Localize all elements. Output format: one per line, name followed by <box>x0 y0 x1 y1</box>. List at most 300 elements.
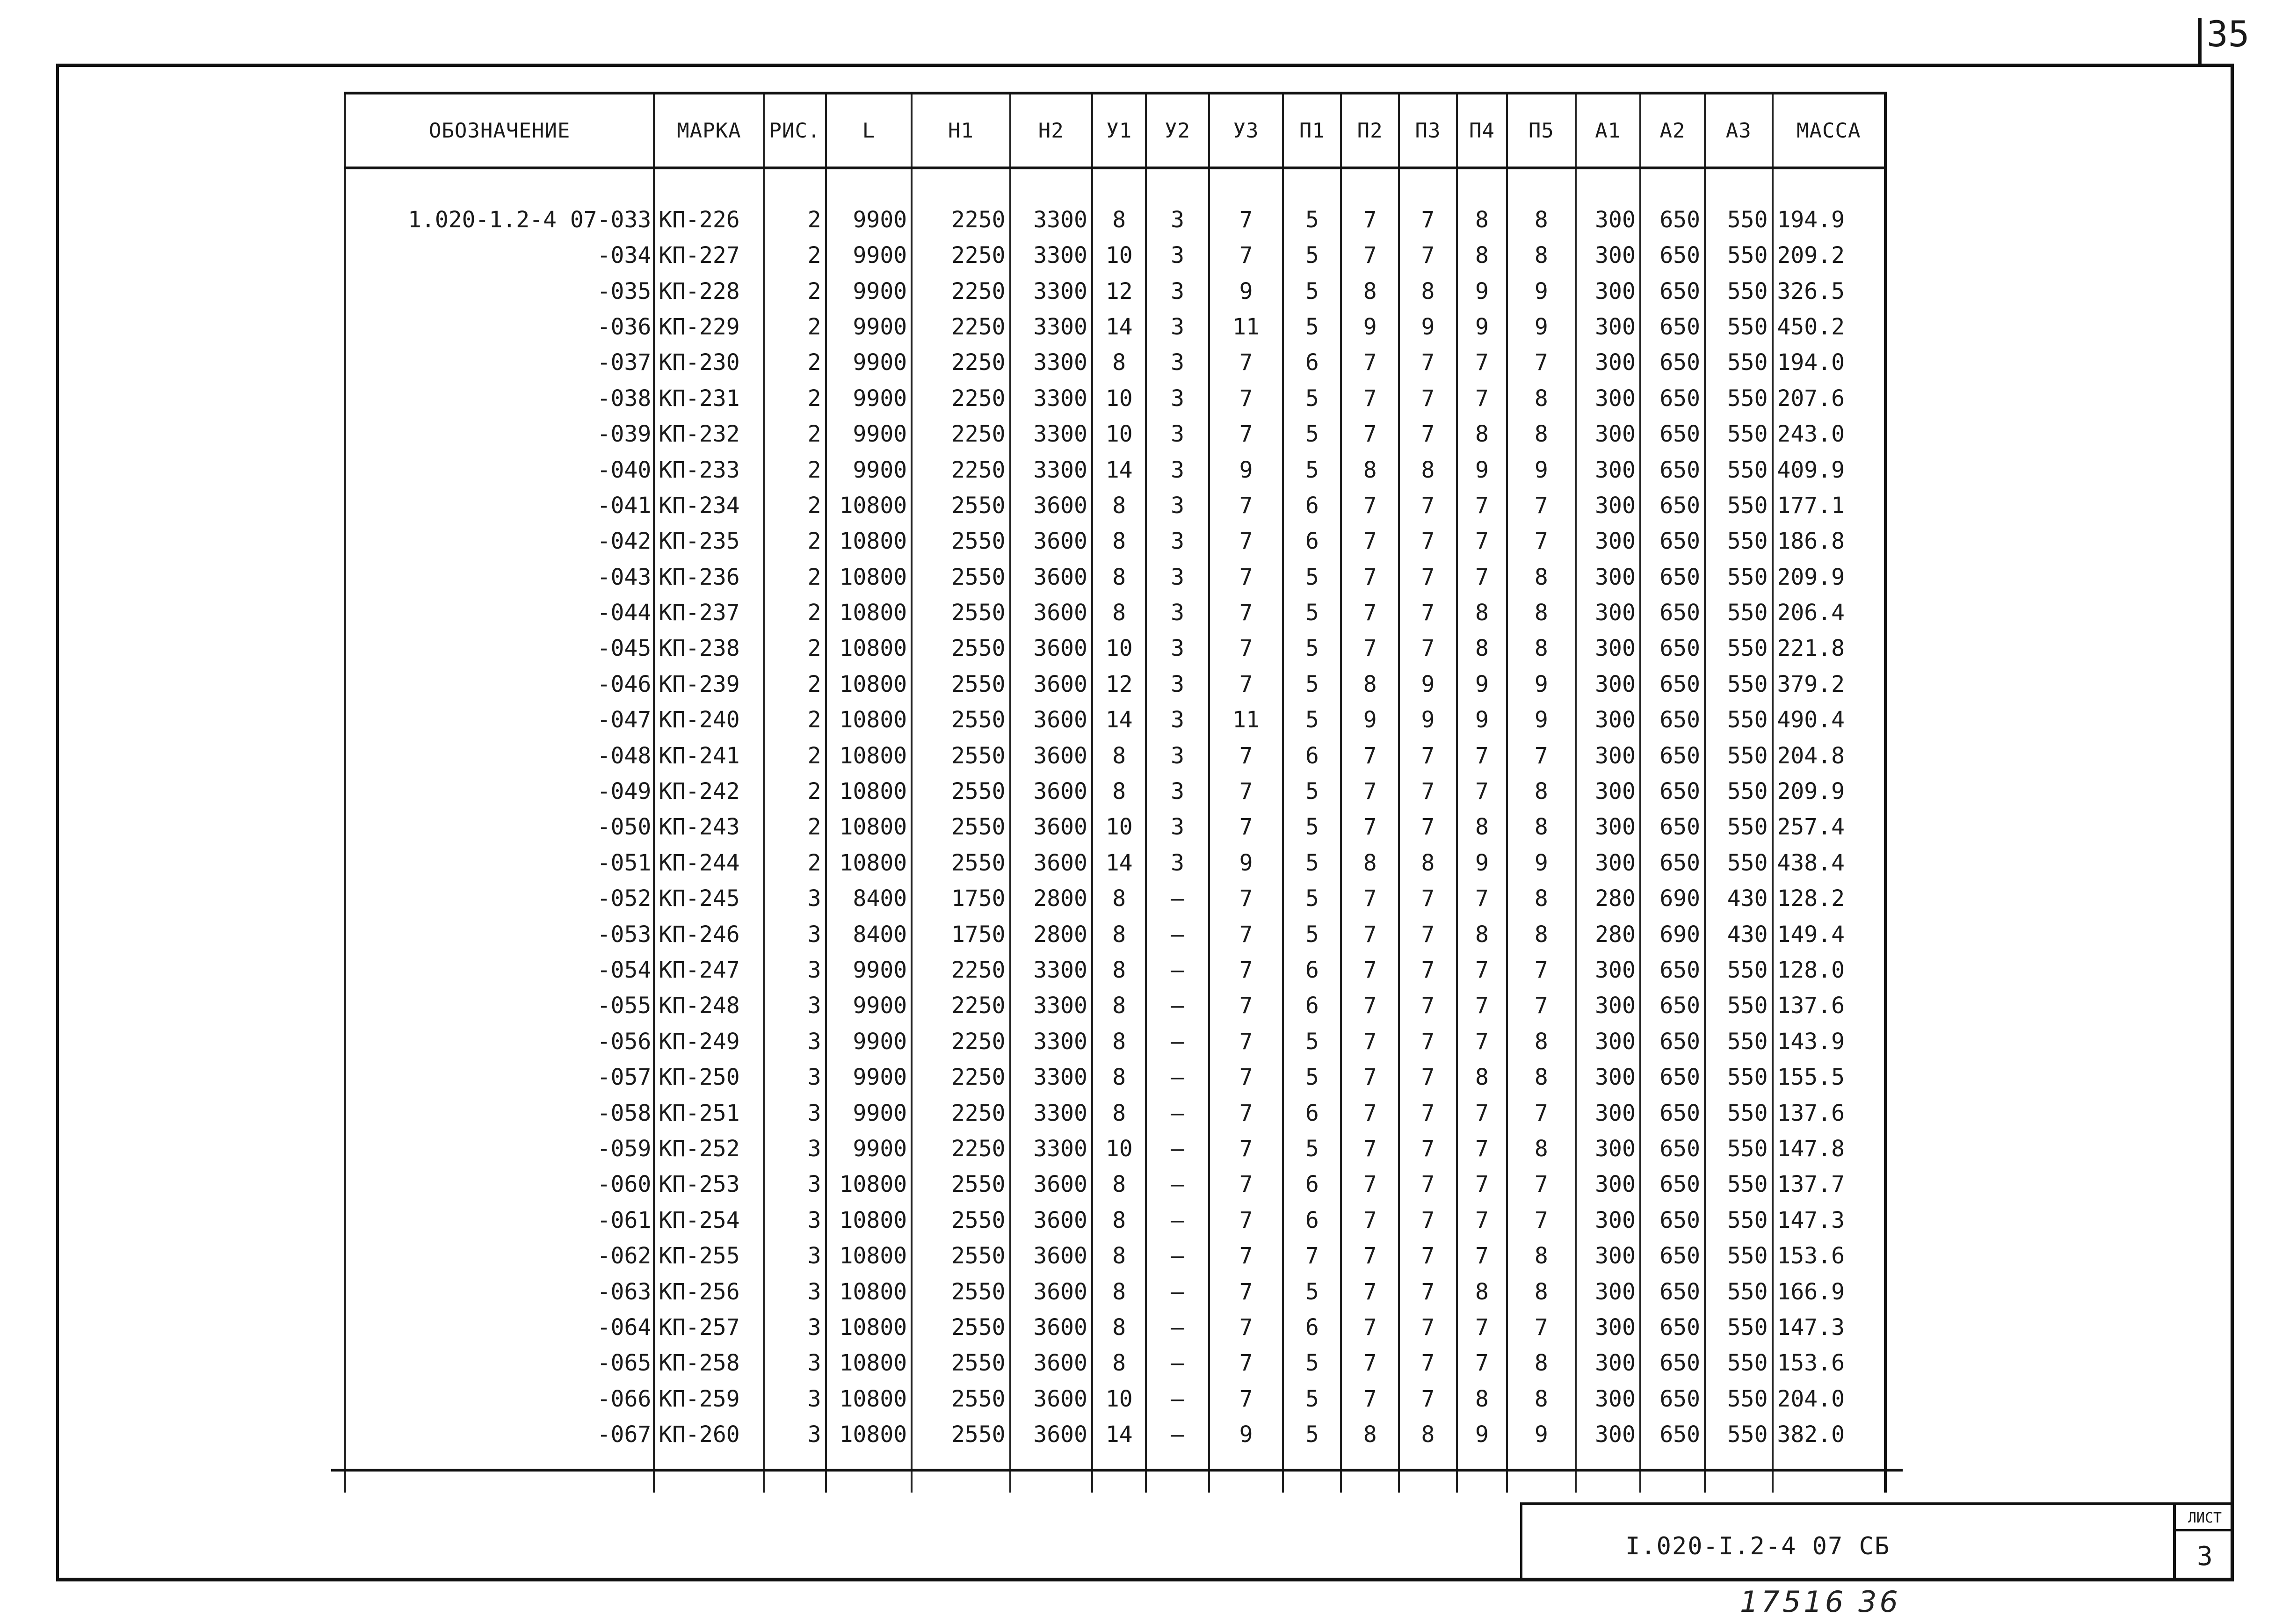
table-cell: КП-258 <box>654 1345 764 1381</box>
table-cell: -058 <box>345 1095 654 1131</box>
table-cell: 7 <box>1209 1131 1283 1167</box>
table-cell: 450.2 <box>1773 309 1886 345</box>
table-cell: 3600 <box>1010 595 1092 631</box>
table-cell: 5 <box>1283 1024 1341 1059</box>
table-cell: 3 <box>1146 738 1209 773</box>
col-header-p2: П2 <box>1341 93 1399 168</box>
table-cell: 8 <box>1092 1095 1146 1131</box>
table-cell: 7 <box>1399 809 1457 845</box>
table-cell: 3600 <box>1010 1381 1092 1417</box>
table-cell: 9 <box>1209 452 1283 487</box>
table-cell: 7 <box>1399 559 1457 595</box>
table-cell: 2250 <box>912 1131 1010 1167</box>
table-cell: 7 <box>1341 881 1399 916</box>
table-cell: 3 <box>764 1024 826 1059</box>
table-cell: КП-251 <box>654 1095 764 1131</box>
table-cell: -045 <box>345 631 654 666</box>
col-header-h2: Н2 <box>1010 93 1092 168</box>
table-row <box>345 559 1885 595</box>
table-cell: 7 <box>1209 595 1283 631</box>
table-cell: 3300 <box>1010 273 1092 309</box>
table-cell: 379.2 <box>1773 667 1886 702</box>
table-cell: 5 <box>1283 1417 1341 1493</box>
table-cell: 550 <box>1705 702 1772 738</box>
table-cell: 550 <box>1705 1095 1772 1131</box>
table-cell: 5 <box>1283 916 1341 952</box>
table-row <box>345 1095 1885 1131</box>
table-cell: 8 <box>1092 1167 1146 1202</box>
table-cell: 9900 <box>826 1059 912 1095</box>
table-cell: 177.1 <box>1773 488 1886 523</box>
table-cell: 650 <box>1640 1024 1705 1059</box>
table-cell: 7 <box>1399 1238 1457 1274</box>
table-cell: -053 <box>345 916 654 952</box>
table-cell: 550 <box>1705 273 1772 309</box>
table-cell: 7 <box>1457 1131 1507 1167</box>
table-cell: 7 <box>1457 1095 1507 1131</box>
table-cell: 8 <box>1341 452 1399 487</box>
table-cell: 137.6 <box>1773 1095 1886 1131</box>
table-cell: 8 <box>1507 416 1575 452</box>
table-cell: 9 <box>1341 702 1399 738</box>
table-cell: 9900 <box>826 416 912 452</box>
table-cell: 7 <box>1341 559 1399 595</box>
table-cell: 8 <box>1092 988 1146 1023</box>
table-cell: 10800 <box>826 1310 912 1345</box>
table-row <box>345 1024 1885 1059</box>
table-cell: 7 <box>1341 488 1399 523</box>
table-cell: 7 <box>1341 523 1399 559</box>
table-cell: 7 <box>1507 952 1575 988</box>
table-cell: -040 <box>345 452 654 487</box>
table-cell: 7 <box>1399 774 1457 809</box>
table-cell: 550 <box>1705 1131 1772 1167</box>
table-cell: 7 <box>1457 523 1507 559</box>
table-cell: 7 <box>1457 1167 1507 1202</box>
table-cell: 3300 <box>1010 1024 1092 1059</box>
document-code: I.020-I.2-4 07 СБ <box>1625 1532 1891 1560</box>
table-cell: 1.020-1.2-4 07-033 <box>345 168 654 238</box>
table-cell: 550 <box>1705 1203 1772 1238</box>
table-cell: 10800 <box>826 1238 912 1274</box>
table-cell: 7 <box>1507 1203 1575 1238</box>
table-cell: 9900 <box>826 345 912 380</box>
table-cell: 300 <box>1576 559 1640 595</box>
table-cell: 2250 <box>912 988 1010 1023</box>
table-cell: 650 <box>1640 559 1705 595</box>
table-cell: – <box>1146 881 1209 916</box>
table-cell: 650 <box>1640 1203 1705 1238</box>
table-cell: 9 <box>1399 702 1457 738</box>
table-cell: 7 <box>1457 559 1507 595</box>
table-cell: 2550 <box>912 1238 1010 1274</box>
table-cell: 3 <box>764 1059 826 1095</box>
table-cell: 550 <box>1705 559 1772 595</box>
table-cell: 8 <box>1092 1274 1146 1309</box>
table-cell: 2250 <box>912 273 1010 309</box>
table-cell: 300 <box>1576 273 1640 309</box>
table-row <box>345 452 1885 487</box>
table-cell: 3300 <box>1010 238 1092 273</box>
table-cell: 8 <box>1507 1059 1575 1095</box>
table-cell: 8 <box>1457 168 1507 238</box>
table-cell: 5 <box>1283 595 1341 631</box>
table-cell: 7 <box>1209 667 1283 702</box>
table-cell: 650 <box>1640 345 1705 380</box>
table-cell: КП-255 <box>654 1238 764 1274</box>
table-cell: КП-235 <box>654 523 764 559</box>
table-cell: 2250 <box>912 381 1010 416</box>
table-cell: 8 <box>1457 809 1507 845</box>
table-cell: 7 <box>1399 1024 1457 1059</box>
table-cell: 3 <box>764 1381 826 1417</box>
table-cell: 243.0 <box>1773 416 1886 452</box>
table-cell: 382.0 <box>1773 1417 1886 1493</box>
table-cell: – <box>1146 1095 1209 1131</box>
table-cell: 8 <box>1507 916 1575 952</box>
table-cell: 3 <box>1146 452 1209 487</box>
table-cell: -046 <box>345 667 654 702</box>
table-cell: 2550 <box>912 774 1010 809</box>
table-cell: 3 <box>1146 345 1209 380</box>
table-cell: 128.0 <box>1773 952 1886 988</box>
table-cell: 10 <box>1092 1131 1146 1167</box>
table-cell: 300 <box>1576 1203 1640 1238</box>
table-cell: 10800 <box>826 1274 912 1309</box>
table-cell: 7 <box>1283 1238 1341 1274</box>
table-cell: 430 <box>1705 881 1772 916</box>
table-cell: 7 <box>1209 809 1283 845</box>
table-cell: – <box>1146 1274 1209 1309</box>
table-cell: 10800 <box>826 631 912 666</box>
table-cell: -063 <box>345 1274 654 1309</box>
table-cell: 550 <box>1705 168 1772 238</box>
table-cell: 147.3 <box>1773 1310 1886 1345</box>
table-cell: 2250 <box>912 168 1010 238</box>
table-cell: 14 <box>1092 309 1146 345</box>
table-cell: 3 <box>764 1417 826 1493</box>
table-cell: 7 <box>1341 1238 1399 1274</box>
table-cell: 14 <box>1092 845 1146 881</box>
table-cell: – <box>1146 1310 1209 1345</box>
table-cell: 8400 <box>826 916 912 952</box>
table-cell: 3600 <box>1010 559 1092 595</box>
table-cell: 8 <box>1399 845 1457 881</box>
inventory-number: 17516 36 <box>1740 1585 1901 1619</box>
table-cell: 550 <box>1705 238 1772 273</box>
table-cell: 8 <box>1507 381 1575 416</box>
table-cell: 7 <box>1209 631 1283 666</box>
table-cell: 300 <box>1576 631 1640 666</box>
table-cell: 2550 <box>912 488 1010 523</box>
table-cell: 2550 <box>912 1417 1010 1493</box>
table-cell: 5 <box>1283 168 1341 238</box>
table-cell: КП-230 <box>654 345 764 380</box>
table-cell: 7 <box>1457 774 1507 809</box>
table-cell: -042 <box>345 523 654 559</box>
table-cell: 550 <box>1705 1167 1772 1202</box>
table-cell: 300 <box>1576 988 1640 1023</box>
table-cell: 10800 <box>826 559 912 595</box>
table-cell: 550 <box>1705 595 1772 631</box>
table-cell: 550 <box>1705 738 1772 773</box>
table-cell: 430 <box>1705 916 1772 952</box>
table-cell: – <box>1146 1381 1209 1417</box>
col-header-designation: ОБОЗНАЧЕНИЕ <box>345 93 654 168</box>
table-cell: – <box>1146 988 1209 1023</box>
table-cell: 8 <box>1092 168 1146 238</box>
table-cell: КП-240 <box>654 702 764 738</box>
table-cell: 2 <box>764 238 826 273</box>
table-cell: 2250 <box>912 952 1010 988</box>
table-row <box>345 916 1885 952</box>
table-cell: 8 <box>1507 809 1575 845</box>
table-cell: -064 <box>345 1310 654 1345</box>
table-cell: 7 <box>1457 381 1507 416</box>
table-cell: – <box>1146 1238 1209 1274</box>
table-cell: 5 <box>1283 238 1341 273</box>
table-cell: 3 <box>1146 168 1209 238</box>
table-cell: 8 <box>1457 916 1507 952</box>
table-cell: 7 <box>1507 1167 1575 1202</box>
table-cell: 300 <box>1576 845 1640 881</box>
table-cell: 650 <box>1640 1417 1705 1493</box>
table-cell: 7 <box>1209 1238 1283 1274</box>
table-cell: 300 <box>1576 1167 1640 1202</box>
col-header-figure: РИС. <box>764 93 826 168</box>
table-cell: 166.9 <box>1773 1274 1886 1309</box>
table-cell: 7 <box>1341 1345 1399 1381</box>
table-cell: 12 <box>1092 273 1146 309</box>
table-cell: 2550 <box>912 702 1010 738</box>
table-cell: 650 <box>1640 238 1705 273</box>
table-cell: 9900 <box>826 309 912 345</box>
table-cell: 8 <box>1507 1381 1575 1417</box>
table-cell: КП-231 <box>654 381 764 416</box>
table-cell: 550 <box>1705 809 1772 845</box>
table-cell: 7 <box>1457 1024 1507 1059</box>
table-cell: 8 <box>1092 559 1146 595</box>
col-header-p5: П5 <box>1507 93 1575 168</box>
table-cell: 7 <box>1209 523 1283 559</box>
table-cell: 7 <box>1341 381 1399 416</box>
table-cell: 7 <box>1341 1310 1399 1345</box>
table-cell: 300 <box>1576 809 1640 845</box>
table-cell: 7 <box>1399 238 1457 273</box>
table-cell: – <box>1146 1417 1209 1493</box>
table-cell: 550 <box>1705 416 1772 452</box>
table-cell: 8 <box>1092 488 1146 523</box>
table-cell: 300 <box>1576 381 1640 416</box>
table-cell: 209.2 <box>1773 238 1886 273</box>
table-cell: 3 <box>764 1274 826 1309</box>
table-cell: 2 <box>764 488 826 523</box>
table-cell: 9900 <box>826 168 912 238</box>
table-cell: 2550 <box>912 559 1010 595</box>
table-cell: -043 <box>345 559 654 595</box>
table-cell: 10800 <box>826 774 912 809</box>
table-cell: 8 <box>1457 416 1507 452</box>
table-cell: 300 <box>1576 1345 1640 1381</box>
table-cell: 3 <box>764 1131 826 1167</box>
table-cell: 3 <box>764 1310 826 1345</box>
table-cell: 650 <box>1640 774 1705 809</box>
table-cell: 550 <box>1705 631 1772 666</box>
table-cell: 280 <box>1576 881 1640 916</box>
table-cell: 2550 <box>912 1274 1010 1309</box>
table-cell: 550 <box>1705 1059 1772 1095</box>
table-cell: 10800 <box>826 1203 912 1238</box>
table-cell: 438.4 <box>1773 845 1886 881</box>
table-cell: 7 <box>1209 345 1283 380</box>
table-cell: 8 <box>1092 916 1146 952</box>
table-cell: 2 <box>764 345 826 380</box>
table-cell: 8 <box>1457 1059 1507 1095</box>
table-row <box>345 168 1885 238</box>
table-cell: -055 <box>345 988 654 1023</box>
table-cell: КП-249 <box>654 1024 764 1059</box>
table-cell: 11 <box>1209 702 1283 738</box>
table-cell: 3600 <box>1010 1203 1092 1238</box>
table-cell: 550 <box>1705 667 1772 702</box>
table-cell: 9 <box>1457 702 1507 738</box>
table-cell: 5 <box>1283 416 1341 452</box>
table-cell: 650 <box>1640 416 1705 452</box>
table-cell: -036 <box>345 309 654 345</box>
table-cell: 147.8 <box>1773 1131 1886 1167</box>
specification-table <box>344 92 1887 1493</box>
table-cell: КП-233 <box>654 452 764 487</box>
table-cell: 8 <box>1507 881 1575 916</box>
table-cell: 5 <box>1283 881 1341 916</box>
table-cell: -060 <box>345 1167 654 1202</box>
table-cell: 9900 <box>826 452 912 487</box>
table-cell: 10800 <box>826 738 912 773</box>
table-cell: 3 <box>764 1167 826 1202</box>
table-row <box>345 238 1885 273</box>
table-row <box>345 1167 1885 1202</box>
table-cell: 9900 <box>826 1024 912 1059</box>
table-cell: 7 <box>1457 738 1507 773</box>
table-cell: 300 <box>1576 738 1640 773</box>
table-cell: 6 <box>1283 1310 1341 1345</box>
table-cell: 650 <box>1640 1167 1705 1202</box>
table-cell: 3 <box>764 1345 826 1381</box>
table-row <box>345 309 1885 345</box>
table-cell: 10 <box>1092 1381 1146 1417</box>
table-cell: 550 <box>1705 845 1772 881</box>
table-cell: 8 <box>1457 595 1507 631</box>
table-cell: 5 <box>1283 381 1341 416</box>
table-cell: – <box>1146 1024 1209 1059</box>
col-header-p3: П3 <box>1399 93 1457 168</box>
table-cell: 7 <box>1341 1381 1399 1417</box>
table-cell: 550 <box>1705 381 1772 416</box>
table-cell: 550 <box>1705 1238 1772 1274</box>
page-number: 35 <box>2207 13 2250 55</box>
table-cell: -034 <box>345 238 654 273</box>
table-cell: 650 <box>1640 1095 1705 1131</box>
table-cell: -062 <box>345 1238 654 1274</box>
table-cell: -054 <box>345 952 654 988</box>
table-cell: 650 <box>1640 595 1705 631</box>
table-cell: 2550 <box>912 1167 1010 1202</box>
table-cell: – <box>1146 1167 1209 1202</box>
table-cell: 3 <box>764 916 826 952</box>
table-cell: 7 <box>1399 381 1457 416</box>
table-cell: 137.7 <box>1773 1167 1886 1202</box>
table-cell: 3 <box>764 952 826 988</box>
table-cell: 6 <box>1283 523 1341 559</box>
table-cell: 550 <box>1705 1381 1772 1417</box>
table-cell: 3600 <box>1010 1310 1092 1345</box>
table-cell: 3600 <box>1010 631 1092 666</box>
table-cell: – <box>1146 916 1209 952</box>
table-row <box>345 273 1885 309</box>
table-cell: 7 <box>1399 1203 1457 1238</box>
table-cell: 194.9 <box>1773 168 1886 238</box>
table-cell: 7 <box>1209 952 1283 988</box>
table-row <box>345 488 1885 523</box>
col-header-a2: А2 <box>1640 93 1705 168</box>
table-cell: 650 <box>1640 488 1705 523</box>
table-cell: 8 <box>1457 1381 1507 1417</box>
table-cell: 2250 <box>912 238 1010 273</box>
table-cell: 6 <box>1283 488 1341 523</box>
sheet-label: ЛИСТ <box>2176 1505 2234 1531</box>
table-cell: 12 <box>1092 667 1146 702</box>
table-cell: 7 <box>1209 168 1283 238</box>
table-cell: 550 <box>1705 988 1772 1023</box>
table-cell: 7 <box>1209 988 1283 1023</box>
table-cell: -041 <box>345 488 654 523</box>
table-cell: 7 <box>1209 1024 1283 1059</box>
table-cell: 550 <box>1705 452 1772 487</box>
table-cell: 204.0 <box>1773 1381 1886 1417</box>
table-cell: 3 <box>1146 595 1209 631</box>
table-row <box>345 416 1885 452</box>
table-header-row <box>345 93 1885 168</box>
table-cell: 7 <box>1209 1274 1283 1309</box>
table-cell: -052 <box>345 881 654 916</box>
table-cell: 9 <box>1507 667 1575 702</box>
table-cell: 2250 <box>912 1059 1010 1095</box>
table-cell: 7 <box>1457 1203 1507 1238</box>
table-cell: 7 <box>1341 168 1399 238</box>
table-cell: 3 <box>1146 273 1209 309</box>
table-cell: 7 <box>1457 488 1507 523</box>
table-cell: 650 <box>1640 1310 1705 1345</box>
table-cell: 650 <box>1640 988 1705 1023</box>
table-cell: 8 <box>1399 273 1457 309</box>
table-cell: 7 <box>1399 523 1457 559</box>
table-cell: 550 <box>1705 1024 1772 1059</box>
table-cell: 3300 <box>1010 168 1092 238</box>
table-cell: 2 <box>764 702 826 738</box>
table-cell: 3 <box>1146 381 1209 416</box>
table-cell: 5 <box>1283 1059 1341 1095</box>
table-cell: -067 <box>345 1417 654 1493</box>
table-cell: 209.9 <box>1773 774 1886 809</box>
table-cell: 7 <box>1209 1310 1283 1345</box>
table-cell: 650 <box>1640 952 1705 988</box>
col-header-u1: У1 <box>1092 93 1146 168</box>
table-row <box>345 881 1885 916</box>
table-cell: 10800 <box>826 1381 912 1417</box>
table-cell: 9 <box>1507 702 1575 738</box>
table-cell: 10 <box>1092 416 1146 452</box>
table-cell: 7 <box>1507 345 1575 380</box>
